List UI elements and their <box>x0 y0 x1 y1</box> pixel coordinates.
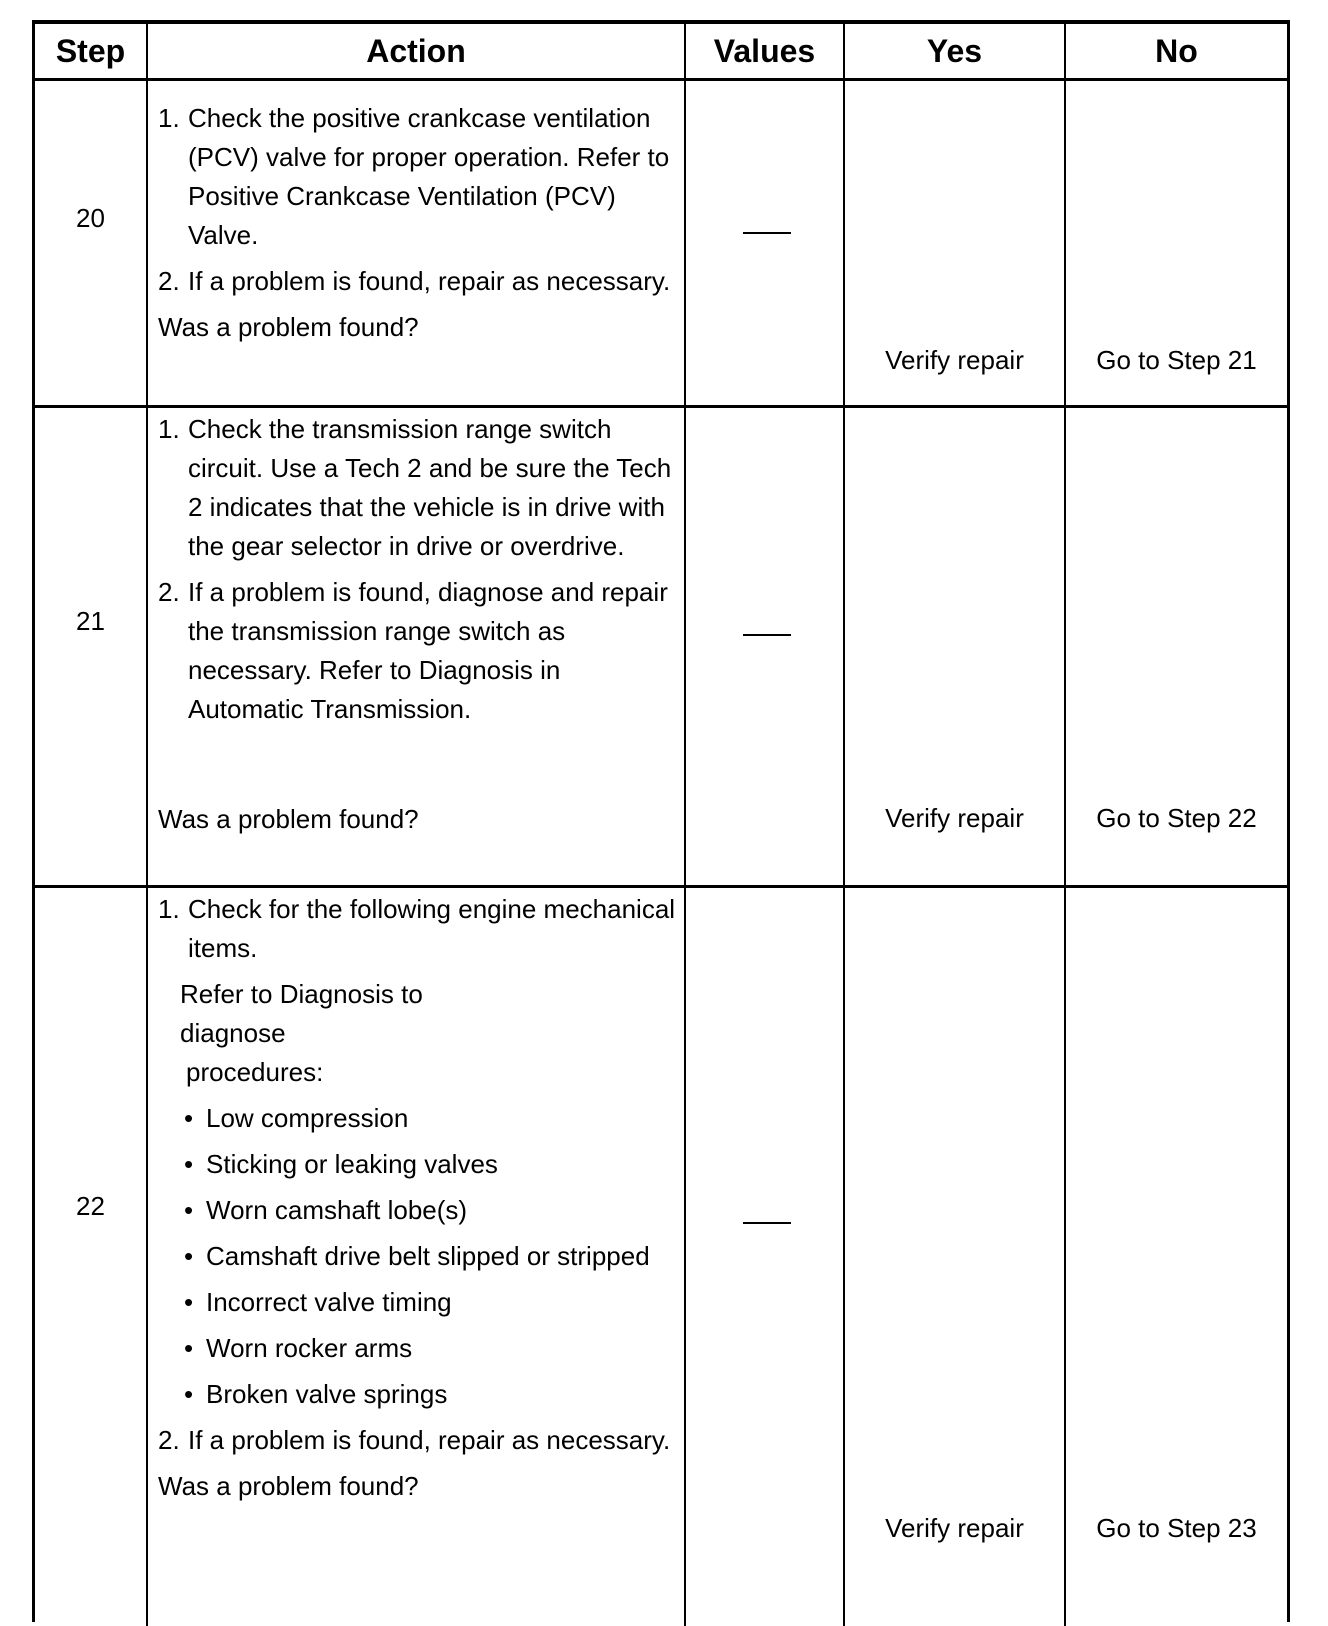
column-divider <box>146 81 148 405</box>
bullet-icon: • <box>184 1195 194 1225</box>
refer-line-3: procedures: <box>186 1057 324 1087</box>
item-text: If a problem is found, repair as necessary. <box>188 266 671 296</box>
item-number: 2. <box>158 1425 180 1455</box>
bullet-icon: • <box>184 1379 194 1409</box>
item-text: Check the positive crankcase ventilation (PCV) valve for proper operation. Refer to Positive Crankcase Ventilation (PCV) Valve. <box>188 103 670 250</box>
bullet-icon: • <box>184 1333 194 1363</box>
action-item-2 <box>158 1421 678 1460</box>
diagnostic-table <box>32 20 1290 1622</box>
step-number: 21 <box>76 606 105 636</box>
list-item <box>184 1329 678 1368</box>
header-step: Step <box>55 33 126 69</box>
item-text: Check for the following engine mechanical items. <box>188 894 676 963</box>
list-item <box>184 1237 678 1276</box>
bullet-text: Worn rocker arms <box>206 1333 413 1363</box>
action-question: Was a problem found? <box>158 312 419 342</box>
header-values: Values <box>713 33 816 69</box>
answer-no: Go to Step 23 <box>1096 1513 1257 1543</box>
item-number: 2. <box>158 266 180 296</box>
bullet-icon: • <box>184 1103 194 1133</box>
action-item-1 <box>158 410 678 566</box>
action-question-wrap <box>158 800 678 839</box>
action-cell <box>158 890 678 1506</box>
list-item <box>184 1099 678 1138</box>
table-row-step-20 <box>35 81 1287 408</box>
answer-no: Go to Step 21 <box>1096 345 1257 375</box>
list-item <box>184 1375 678 1414</box>
item-number: 2. <box>158 577 180 607</box>
header-action: Action <box>366 33 466 69</box>
table-row-step-21 <box>35 408 1287 888</box>
action-item-1 <box>158 890 678 968</box>
action-item-2 <box>158 573 678 729</box>
item-number: 1. <box>158 894 180 924</box>
item-number: 1. <box>158 103 180 133</box>
values-dash <box>743 232 791 234</box>
bullet-text: Sticking or leaking valves <box>206 1149 498 1179</box>
bullet-list <box>158 1099 678 1414</box>
header-yes: Yes <box>926 33 983 69</box>
answer-no: Go to Step 22 <box>1096 803 1257 833</box>
action-item-2 <box>158 262 678 301</box>
action-cell <box>158 99 678 347</box>
item-text: If a problem is found, diagnose and repair the transmission range switch as necessary. Refer to Diagnosis in Automatic Transmission. <box>188 577 668 724</box>
bullet-text: Camshaft drive belt slipped or stripped <box>206 1241 650 1271</box>
list-item <box>184 1283 678 1322</box>
column-divider <box>146 408 148 885</box>
item-text: If a problem is found, repair as necessary. <box>188 1425 671 1455</box>
action-question: Was a problem found? <box>158 804 419 834</box>
table-header-row <box>35 24 1287 81</box>
answer-yes: Verify repair <box>885 803 1024 833</box>
answer-yes: Verify repair <box>885 1513 1024 1543</box>
bullet-text: Broken valve springs <box>206 1379 448 1409</box>
values-dash <box>743 1222 791 1224</box>
header-no: No <box>1155 33 1198 69</box>
column-divider <box>146 888 148 1626</box>
bullet-icon: • <box>184 1287 194 1317</box>
table-row-step-22 <box>35 888 1287 1626</box>
action-question: Was a problem found? <box>158 1471 419 1501</box>
list-item <box>184 1145 678 1184</box>
bullet-icon: • <box>184 1241 194 1271</box>
action-item-1 <box>158 99 678 255</box>
bullet-text: Worn camshaft lobe(s) <box>206 1195 468 1225</box>
step-number: 22 <box>76 1191 105 1221</box>
item-number: 1. <box>158 414 180 444</box>
bullet-icon: • <box>184 1149 194 1179</box>
refer-line-1: Refer to Diagnosis to <box>180 979 423 1009</box>
values-dash <box>743 634 791 636</box>
refer-line-2: diagnose <box>180 1018 286 1048</box>
action-cell <box>158 410 678 729</box>
column-divider <box>684 888 686 1626</box>
item-text: Check the transmission range switch circuit. Use a Tech 2 and be sure the Tech 2 indicates that the vehicle is in drive with the gear selector in drive or overdrive. <box>188 414 672 561</box>
answer-yes: Verify repair <box>885 345 1024 375</box>
column-divider <box>684 81 686 405</box>
list-item <box>184 1191 678 1230</box>
column-divider <box>684 408 686 885</box>
step-number: 20 <box>76 203 105 233</box>
bullet-text: Incorrect valve timing <box>206 1287 452 1317</box>
bullet-text: Low compression <box>206 1103 409 1133</box>
